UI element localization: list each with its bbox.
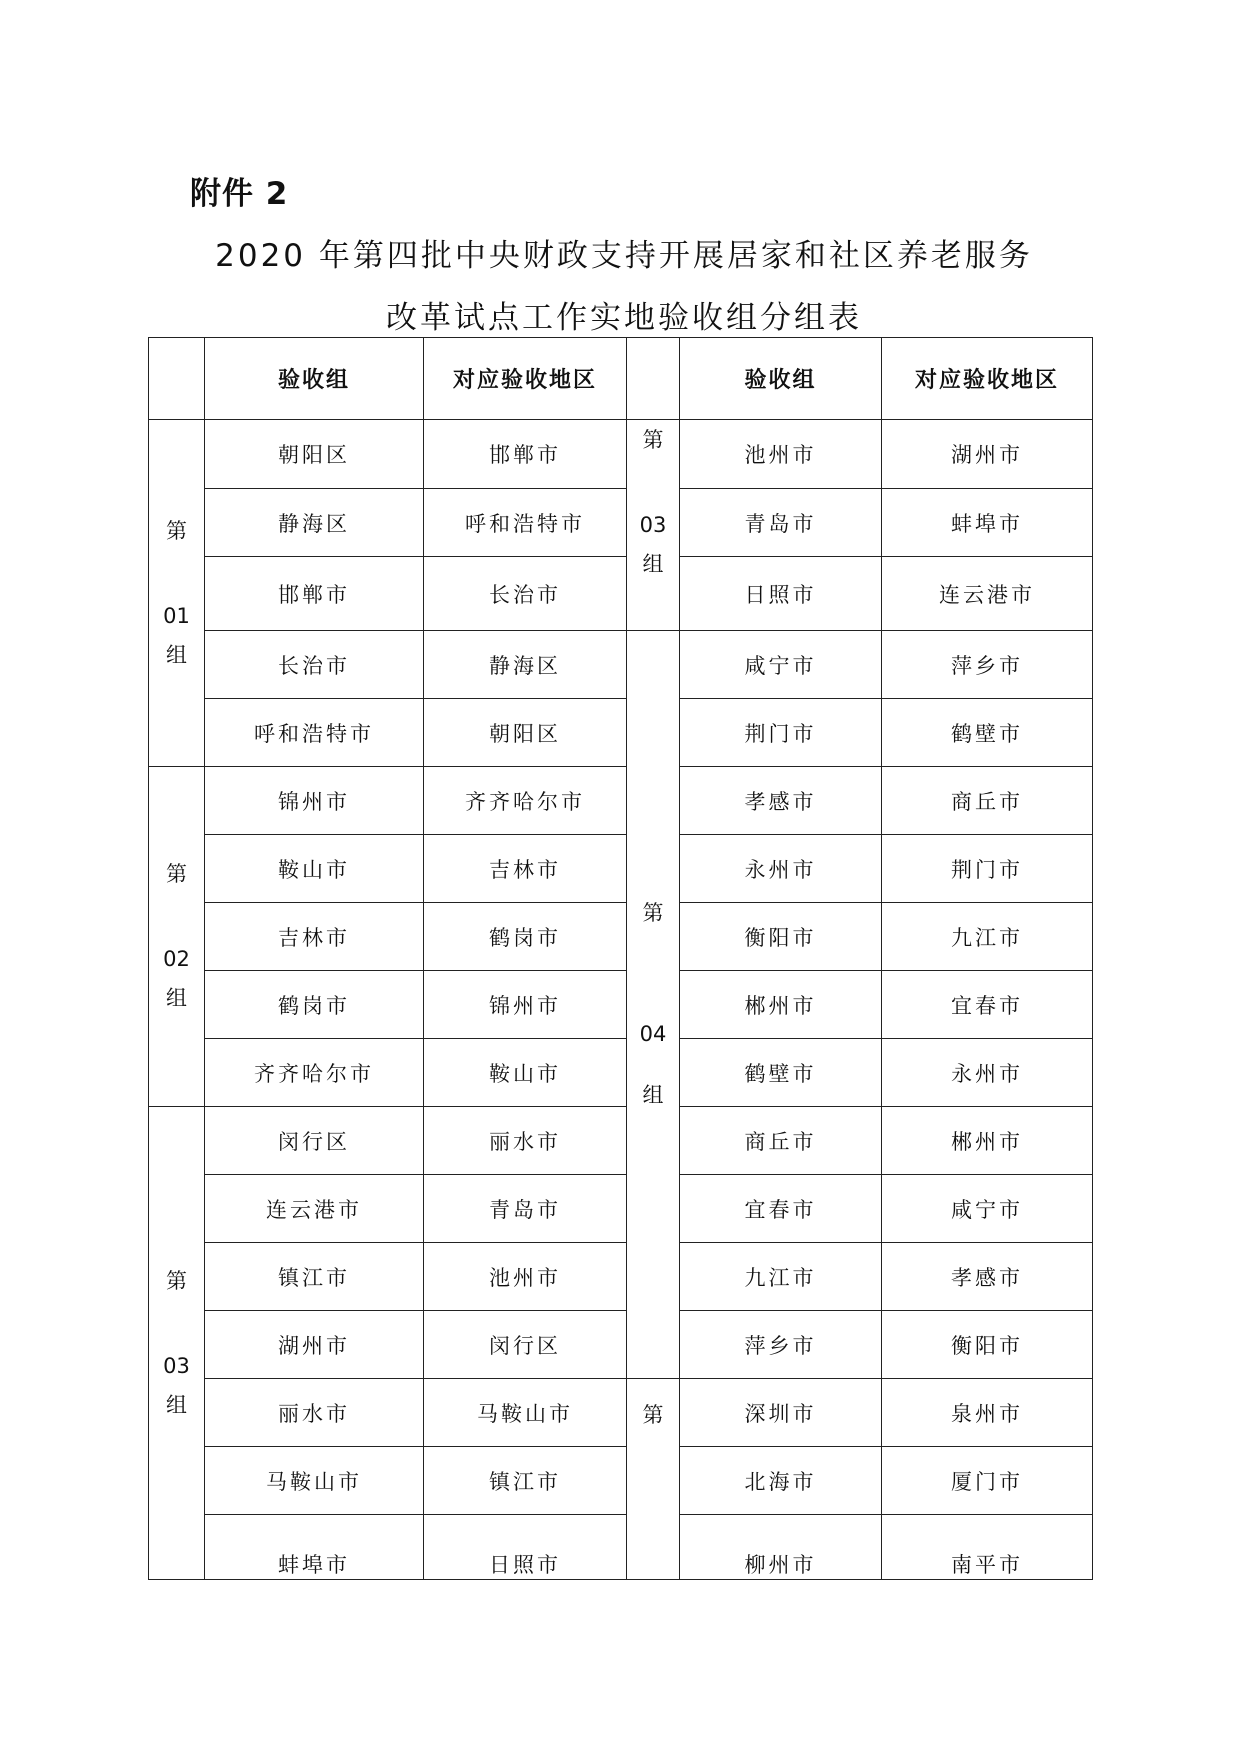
header-empty-middle — [627, 338, 680, 420]
region-cell: 荆门市 — [882, 835, 1093, 903]
region-cell: 厦门市 — [882, 1447, 1093, 1515]
region-cell: 鹤岗市 — [424, 903, 627, 971]
group-label-number: 01 — [163, 603, 190, 628]
region-cell: 朝阳区 — [424, 699, 627, 767]
table-row — [149, 1379, 1093, 1447]
inspection-group-cell: 日照市 — [680, 557, 882, 631]
region-cell: 鞍山市 — [424, 1039, 627, 1107]
region-cell: 邯郸市 — [424, 420, 627, 489]
header-group-right: 验收组 — [680, 338, 882, 420]
inspection-group-cell: 齐齐哈尔市 — [205, 1039, 424, 1107]
group-label-char: 第 — [642, 1403, 664, 1427]
group-label-char: 第 — [166, 862, 187, 886]
inspection-group-cell: 镇江市 — [205, 1243, 424, 1311]
inspection-group-cell: 呼和浩特市 — [205, 699, 424, 767]
region-cell: 衡阳市 — [882, 1311, 1093, 1379]
table-row — [149, 631, 1093, 699]
header-region-right: 对应验收地区 — [882, 338, 1093, 420]
group-label-char: 第 — [166, 1268, 187, 1293]
inspection-group-cell: 孝感市 — [680, 767, 882, 835]
region-cell: 闵行区 — [424, 1311, 627, 1379]
region-cell: 商丘市 — [882, 767, 1093, 835]
table-row — [149, 1107, 1093, 1175]
inspection-group-cell: 连云港市 — [205, 1175, 424, 1243]
inspection-group-cell: 丽水市 — [205, 1379, 424, 1447]
region-cell: 静海区 — [424, 631, 627, 699]
region-cell: 九江市 — [882, 903, 1093, 971]
document-title-line-1: 2020 年第四批中央财政支持开展居家和社区养老服务 — [215, 238, 1033, 274]
table-row — [149, 1311, 1093, 1379]
table-row — [149, 1175, 1093, 1243]
group-label-number: 02 — [163, 947, 190, 971]
region-cell: 池州市 — [424, 1243, 627, 1311]
table-header-row — [149, 338, 1093, 420]
region-cell: 永州市 — [882, 1039, 1093, 1107]
header-empty-left — [149, 338, 205, 420]
region-cell: 鹤壁市 — [882, 699, 1093, 767]
inspection-group-cell: 深圳市 — [680, 1379, 882, 1447]
inspection-group-cell: 荆门市 — [680, 699, 882, 767]
group-label-char: 第 — [642, 428, 664, 452]
table-row — [149, 1515, 1093, 1580]
group-label-number: 03 — [163, 1353, 190, 1378]
group-label-01 — [149, 420, 205, 767]
group-label-char: 组 — [166, 1392, 187, 1417]
table-row — [149, 1039, 1093, 1107]
document-title-line-2: 改革试点工作实地验收组分组表 — [386, 300, 862, 336]
table-row — [149, 557, 1093, 631]
region-cell: 吉林市 — [424, 835, 627, 903]
region-cell: 齐齐哈尔市 — [424, 767, 627, 835]
attachment-label: 附件 2 — [190, 176, 289, 212]
region-cell: 孝感市 — [882, 1243, 1093, 1311]
table-row — [149, 420, 1093, 489]
table-row — [149, 971, 1093, 1039]
inspection-group-cell: 湖州市 — [205, 1311, 424, 1379]
region-cell: 咸宁市 — [882, 1175, 1093, 1243]
table-row — [149, 903, 1093, 971]
inspection-group-cell: 邯郸市 — [205, 557, 424, 631]
region-cell: 南平市 — [882, 1515, 1093, 1580]
inspection-group-cell: 鞍山市 — [205, 835, 424, 903]
table-row — [149, 1243, 1093, 1311]
inspection-group-cell: 商丘市 — [680, 1107, 882, 1175]
region-cell: 宜春市 — [882, 971, 1093, 1039]
inspection-group-cell: 吉林市 — [205, 903, 424, 971]
table-row — [149, 835, 1093, 903]
group-label-char: 组 — [166, 986, 187, 1010]
table-row — [149, 699, 1093, 767]
inspection-group-cell: 鹤岗市 — [205, 971, 424, 1039]
region-cell: 泉州市 — [882, 1379, 1093, 1447]
region-cell: 连云港市 — [882, 557, 1093, 631]
group-label-number: 03 — [639, 513, 667, 537]
group-label-char: 组 — [642, 1083, 664, 1107]
group-label-03 — [149, 1107, 205, 1580]
region-cell: 郴州市 — [882, 1107, 1093, 1175]
table-row — [149, 767, 1093, 835]
group-label-02 — [149, 767, 205, 1107]
inspection-group-cell: 咸宁市 — [680, 631, 882, 699]
table-row — [149, 489, 1093, 557]
inspection-group-cell: 池州市 — [680, 420, 882, 489]
group-label-04 — [627, 631, 680, 1379]
region-cell: 马鞍山市 — [424, 1379, 627, 1447]
inspection-group-cell: 马鞍山市 — [205, 1447, 424, 1515]
group-label-char: 第 — [166, 518, 187, 543]
group-label-char: 第 — [642, 901, 664, 925]
inspection-group-cell: 萍乡市 — [680, 1311, 882, 1379]
inspection-group-cell: 闵行区 — [205, 1107, 424, 1175]
group-label-number: 04 — [639, 1022, 667, 1046]
group-label-char: 组 — [166, 642, 187, 667]
group-label-03-right — [627, 420, 680, 631]
inspection-group-cell: 柳州市 — [680, 1515, 882, 1580]
region-cell: 锦州市 — [424, 971, 627, 1039]
region-cell: 青岛市 — [424, 1175, 627, 1243]
inspection-group-cell: 永州市 — [680, 835, 882, 903]
inspection-group-cell: 锦州市 — [205, 767, 424, 835]
group-label-char: 组 — [642, 552, 664, 576]
region-cell: 长治市 — [424, 557, 627, 631]
inspection-group-cell: 长治市 — [205, 631, 424, 699]
region-cell: 萍乡市 — [882, 631, 1093, 699]
inspection-group-cell: 青岛市 — [680, 489, 882, 557]
header-group: 验收组 — [205, 338, 424, 420]
region-cell: 蚌埠市 — [882, 489, 1093, 557]
table-row — [149, 1447, 1093, 1515]
region-cell: 湖州市 — [882, 420, 1093, 489]
inspection-group-cell: 静海区 — [205, 489, 424, 557]
inspection-group-cell: 衡阳市 — [680, 903, 882, 971]
inspection-group-cell: 蚌埠市 — [205, 1515, 424, 1580]
group-label-05-right — [627, 1379, 680, 1580]
region-cell: 丽水市 — [424, 1107, 627, 1175]
region-cell: 呼和浩特市 — [424, 489, 627, 557]
inspection-group-cell: 朝阳区 — [205, 420, 424, 489]
region-cell: 镇江市 — [424, 1447, 627, 1515]
inspection-group-cell: 鹤壁市 — [680, 1039, 882, 1107]
region-cell: 日照市 — [424, 1515, 627, 1580]
inspection-group-cell: 郴州市 — [680, 971, 882, 1039]
grouping-table — [148, 337, 1093, 1580]
header-region: 对应验收地区 — [424, 338, 627, 420]
inspection-group-cell: 宜春市 — [680, 1175, 882, 1243]
inspection-group-cell: 九江市 — [680, 1243, 882, 1311]
inspection-group-cell: 北海市 — [680, 1447, 882, 1515]
